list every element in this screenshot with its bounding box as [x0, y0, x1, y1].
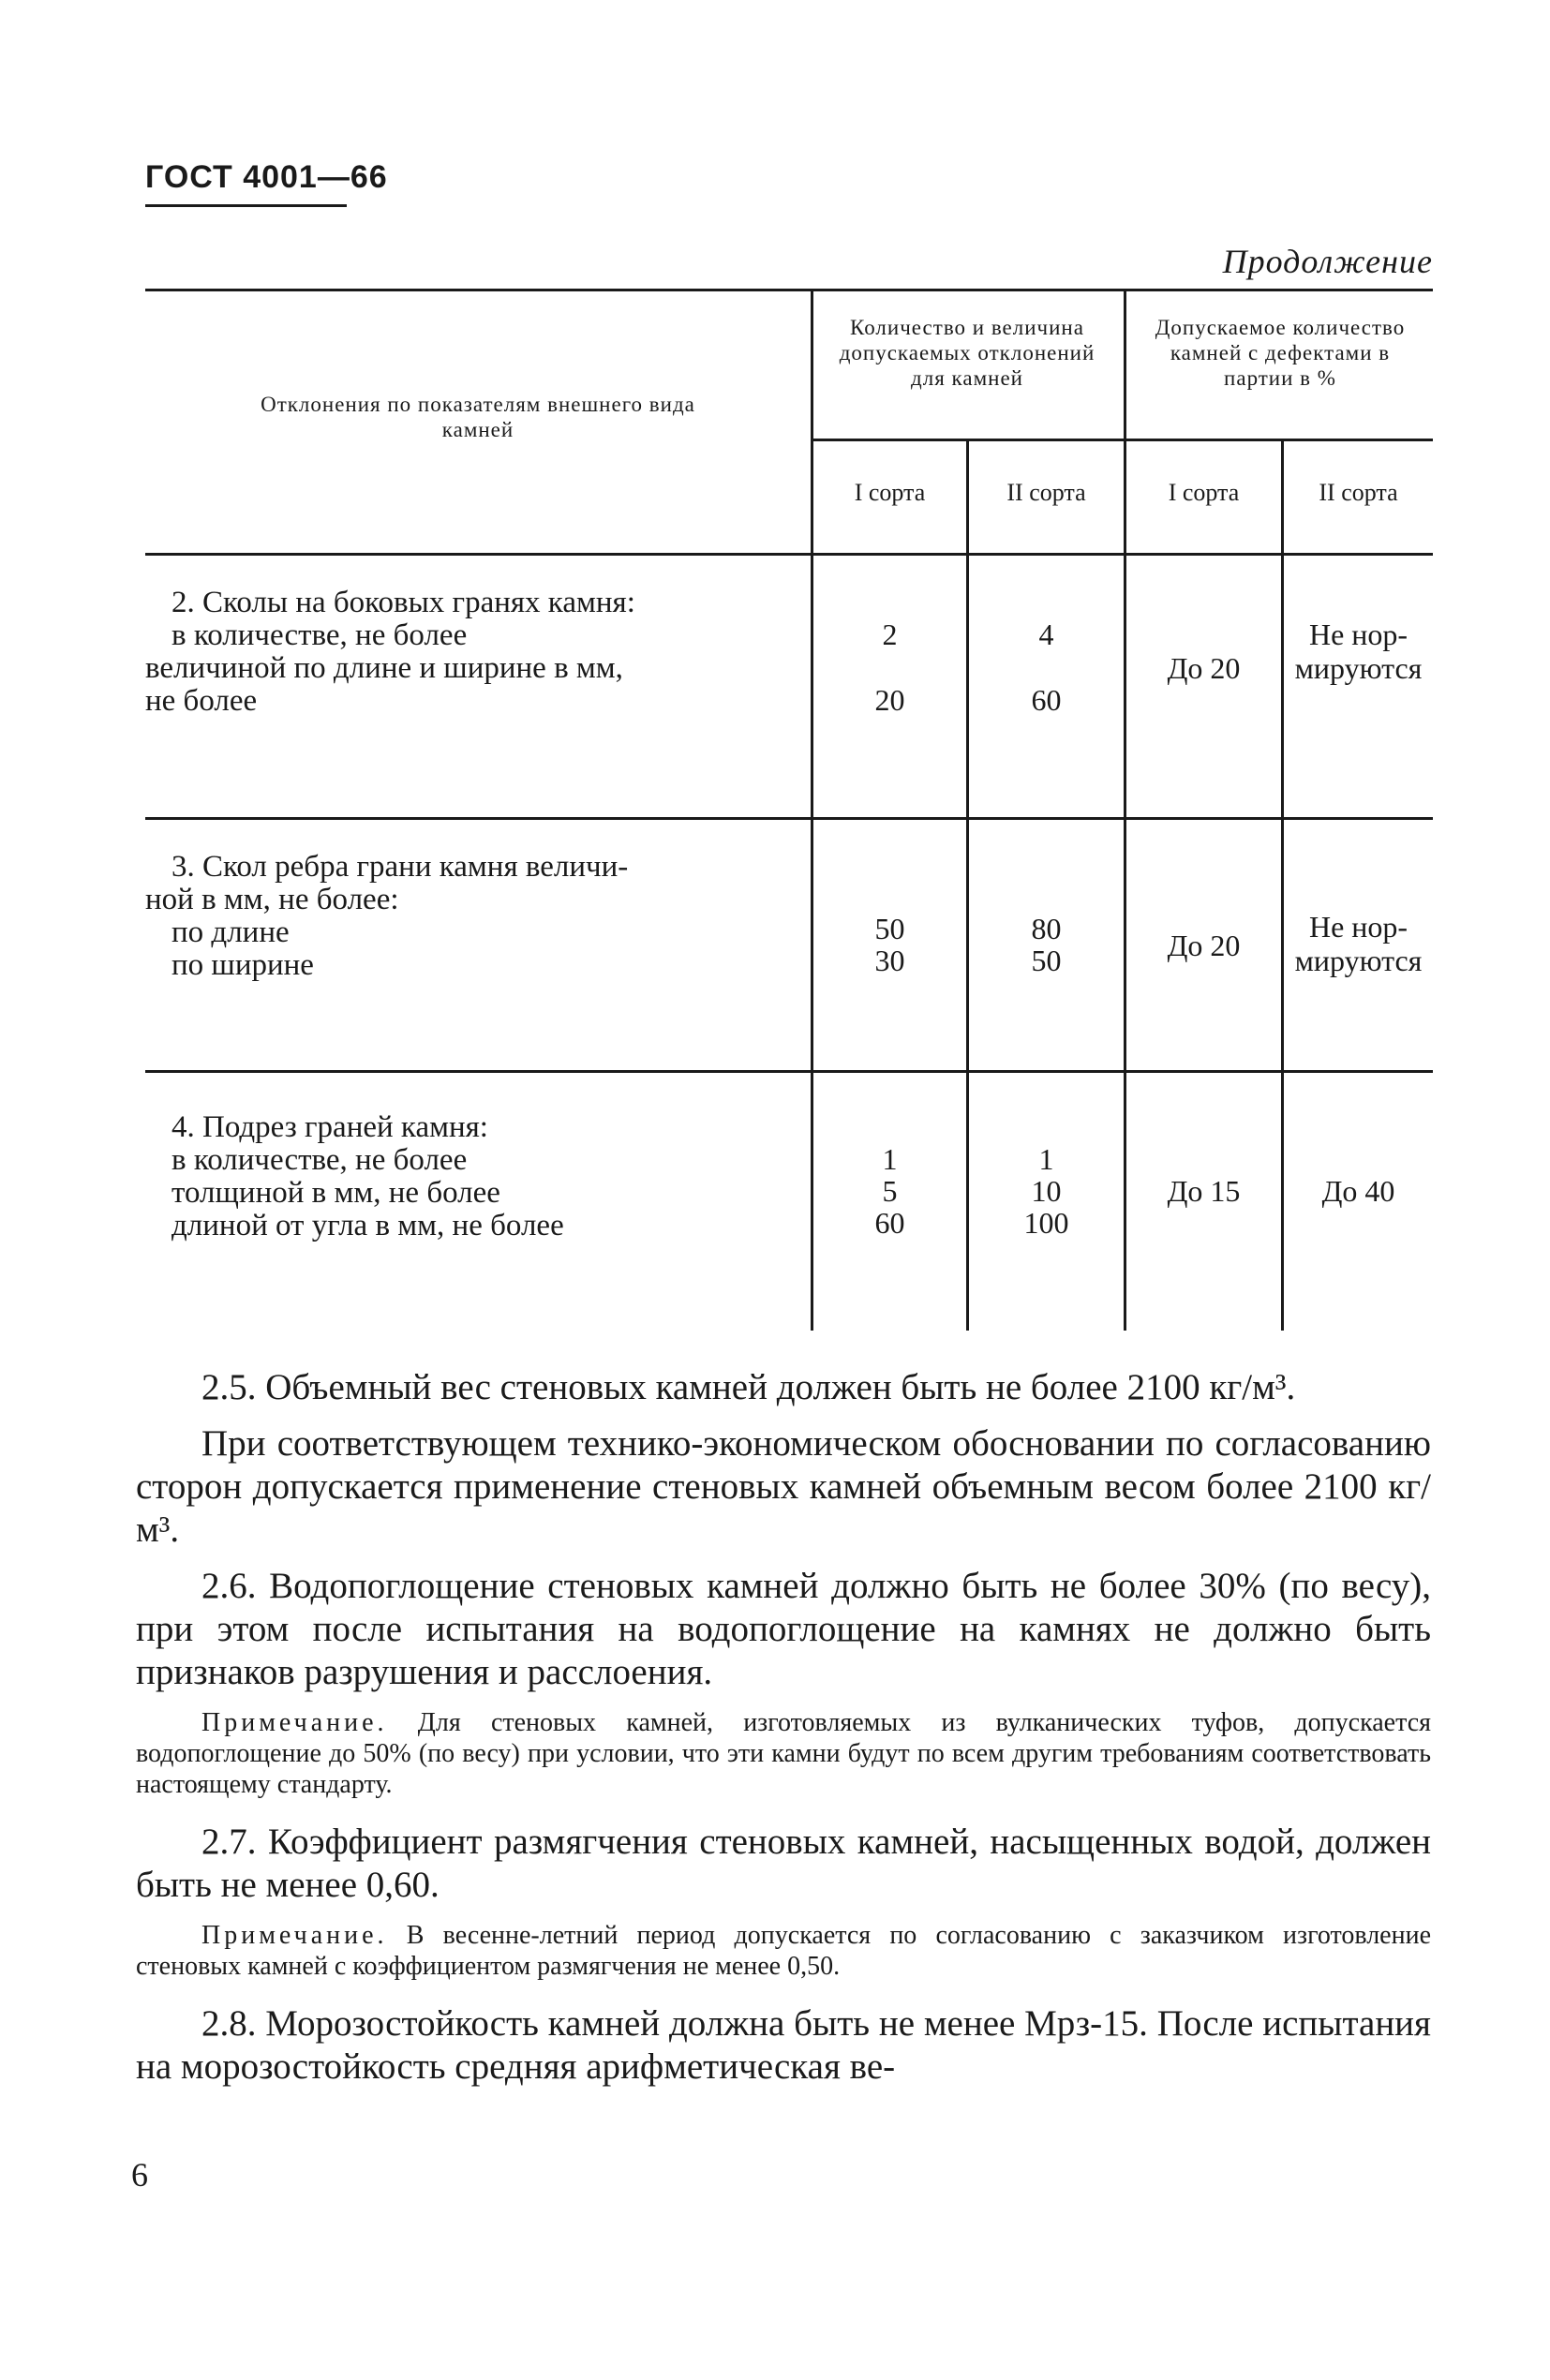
- table-cell: 5: [882, 1174, 898, 1208]
- table-cell: 60: [874, 1206, 905, 1240]
- row-separator: [145, 817, 1433, 820]
- body-text: [136, 1366, 1431, 2102]
- table-top-rule: [145, 289, 1433, 291]
- table-row-label: [145, 587, 801, 718]
- table-cell: До 20: [1167, 929, 1241, 962]
- row-text-line: не более: [145, 684, 258, 718]
- table-cell: 50: [874, 912, 905, 945]
- table-cell: 4: [1038, 617, 1054, 651]
- continuation-label: Продолжение: [1222, 243, 1433, 280]
- note-text: В весенне-летний период допускается по согласованию с заказчиком изготовление стеновых камней с коэффициентом размягчения не менее 0,50.: [136, 1921, 1432, 1981]
- row-text-line: толщиной в мм, не более: [171, 1176, 500, 1210]
- document-id: ГОСТ 4001—66: [145, 159, 388, 195]
- note-2: [136, 1920, 1431, 1982]
- row-text-line: 2. Сколы на боковых гранях камня:: [171, 586, 635, 619]
- table-row-label: [145, 851, 801, 982]
- paragraph-2-5-continued: При соответствующем технико-экономическом обосновании по согласованию сторон допускается применение стеновых камней объемным весом более 2100 кг/м³.: [136, 1423, 1431, 1550]
- table-cell: Не нор-: [1308, 910, 1408, 944]
- header-bottom-rule: [145, 553, 1433, 556]
- subheader-grade-1: I сорта: [1168, 479, 1240, 506]
- column-header-deviations: Отклонения по показателям внешнего вида камней: [261, 393, 695, 441]
- page-number: 6: [131, 2156, 148, 2194]
- table-cell: 1: [882, 1142, 898, 1176]
- defects-table: [145, 289, 1433, 1331]
- table-cell: 60: [1031, 683, 1062, 717]
- column-group-header-percent: Допускаемое количество камней с дефектами в партии в %: [1155, 316, 1406, 390]
- subheader-grade-1: I сорта: [854, 479, 926, 506]
- row-text-line: ной в мм, не более:: [145, 883, 399, 916]
- table-cell: мируются: [1294, 651, 1423, 685]
- row-text-line: величиной по длине и ширине в мм,: [145, 651, 623, 685]
- table-cell: До 20: [1167, 651, 1241, 685]
- table-cell: 10: [1031, 1174, 1062, 1208]
- table-cell: 100: [1023, 1206, 1069, 1240]
- header-underline: [145, 204, 347, 207]
- paragraph-2-6: 2.6. Водопоглощение стеновых камней должно быть не более 30% (по весу), при этом после испытания на водопоглощение на камнях не должно быть признаков разрушения и расслоения.: [136, 1566, 1431, 1692]
- row-text-line: по ширине: [171, 948, 314, 982]
- table-row-label: [145, 1111, 801, 1242]
- row-text-line: в количестве, не более: [171, 1143, 468, 1177]
- table-cell: 2: [882, 617, 898, 651]
- table-cell: Не нор-: [1308, 617, 1408, 651]
- column-group-header-allowed: Количество и величина допускаемых отклонений для камней: [839, 316, 1095, 390]
- table-cell: мируются: [1294, 944, 1423, 977]
- note-1: [136, 1707, 1431, 1800]
- row-text-line: по длине: [171, 915, 290, 949]
- row-text-line: 4. Подрез граней камня:: [171, 1110, 488, 1144]
- row-text-line: длиной от угла в мм, не более: [171, 1209, 564, 1242]
- table-cell: До 15: [1167, 1174, 1241, 1208]
- row-text-line: в количестве, не более: [171, 618, 468, 652]
- subheader-rule: [812, 439, 1433, 441]
- table-cell: 20: [874, 683, 905, 717]
- paragraph-2-5: 2.5. Объемный вес стеновых камней должен быть не более 2100 кг/м³.: [201, 1367, 1296, 1407]
- table-cell: 1: [1038, 1142, 1054, 1176]
- row-separator: [145, 1070, 1433, 1073]
- row-text-line: 3. Скол ребра грани камня величи-: [171, 850, 629, 884]
- table-cell: До 40: [1321, 1174, 1395, 1208]
- table-cell: 50: [1031, 944, 1062, 977]
- table-cell: 80: [1031, 912, 1062, 945]
- paragraph-2-8: 2.8. Морозостойкость камней должна быть не менее Мрз-15. После испытания на морозостойкость средняя арифметическая ве-: [136, 2003, 1431, 2087]
- note-label: Примечание.: [201, 1921, 388, 1950]
- table-cell: 30: [874, 944, 905, 977]
- paragraph-2-7: 2.7. Коэффициент размягчения стеновых камней, насыщенных водой, должен быть не менее 0,60.: [136, 1822, 1431, 1905]
- subheader-grade-2: II сорта: [1319, 479, 1398, 506]
- note-label: Примечание.: [201, 1708, 388, 1737]
- subheader-grade-2: II сорта: [1006, 479, 1086, 506]
- note-text: Для стеновых камней, изготовляемых из вулканических туфов, допускается водопоглощение до 50% (по весу) при условии, что эти камни будут по всем другим требованиям соответствовать настоящему стандарту.: [136, 1708, 1431, 1799]
